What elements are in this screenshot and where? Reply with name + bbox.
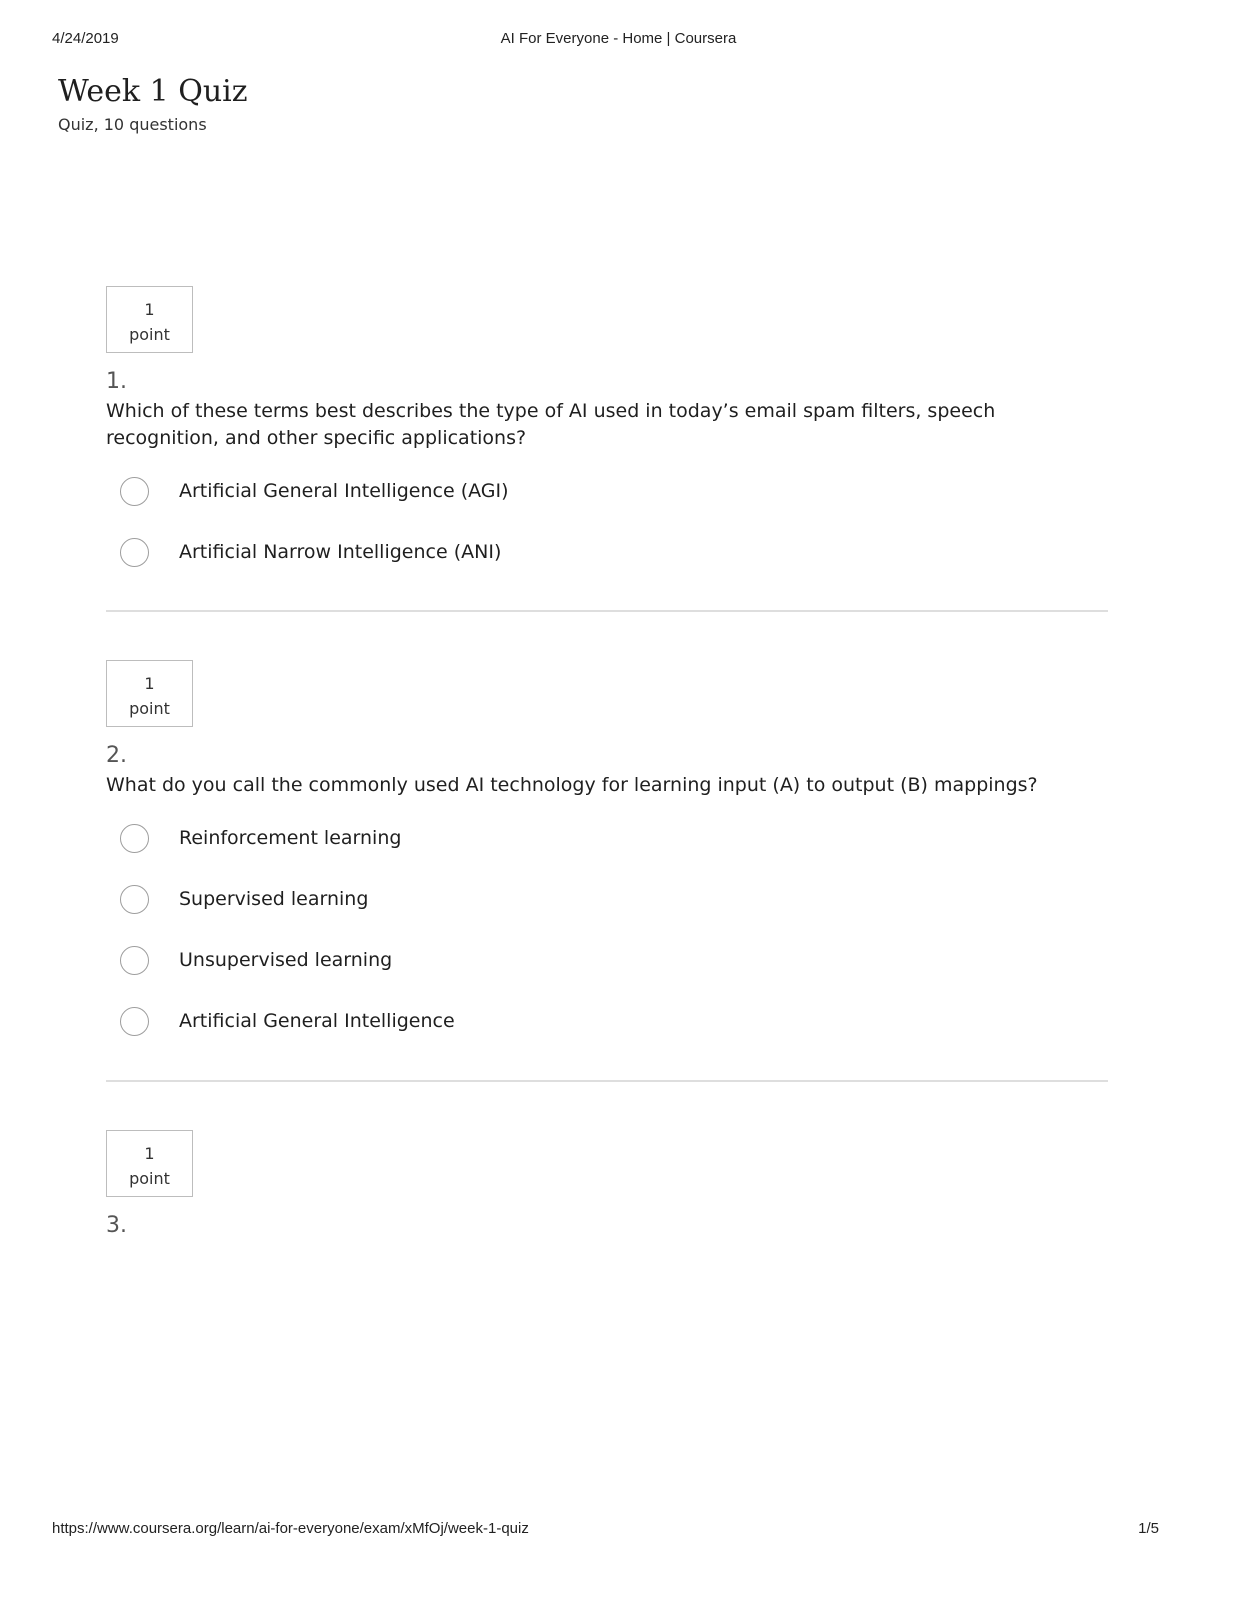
print-header	[52, 30, 1185, 50]
answer-options	[106, 824, 1108, 1068]
points-unit: point	[129, 699, 170, 718]
option-label: Artificial General Intelligence	[179, 1010, 455, 1032]
question-divider	[106, 610, 1108, 612]
print-url: https://www.coursera.org/learn/ai-for-everyone/exam/xMfOj/week-1-quiz	[52, 1520, 529, 1537]
option-label: Reinforcement learning	[179, 827, 402, 849]
radio-button[interactable]	[120, 824, 149, 853]
answer-options	[106, 477, 1108, 599]
print-date: 4/24/2019	[52, 30, 119, 47]
points-value: 1	[144, 674, 155, 693]
radio-button[interactable]	[120, 946, 149, 975]
question-divider	[106, 1080, 1108, 1082]
option-label: Artificial Narrow Intelligence (ANI)	[179, 541, 502, 563]
option-label: Artificial General Intelligence (AGI)	[179, 480, 509, 502]
radio-button[interactable]	[120, 885, 149, 914]
print-footer	[52, 1520, 1159, 1540]
option-label: Supervised learning	[179, 888, 369, 910]
option-reinforcement-learning[interactable]	[106, 824, 1108, 885]
points-badge	[106, 286, 193, 353]
points-badge	[106, 660, 193, 727]
option-artificial-general-intelligence[interactable]	[106, 1007, 1108, 1068]
question-number: 3.	[106, 1213, 127, 1238]
points-unit: point	[129, 325, 170, 344]
question-text: What do you call the commonly used AI technology for learning input (A) to output (B) mappings?	[106, 774, 1038, 796]
points-unit: point	[129, 1169, 170, 1188]
quiz-subtitle: Quiz, 10 questions	[58, 115, 207, 134]
question-3	[106, 1130, 1108, 1241]
question-number: 1.	[106, 369, 127, 394]
option-agi[interactable]	[106, 477, 1108, 538]
question-2	[106, 660, 1108, 1068]
question-1	[106, 286, 1108, 599]
option-label: Unsupervised learning	[179, 949, 393, 971]
radio-button[interactable]	[120, 1007, 149, 1036]
points-value: 1	[144, 1144, 155, 1163]
quiz-title: Week 1 Quiz	[58, 74, 248, 109]
page-number: 1/5	[1138, 1520, 1159, 1537]
option-ani[interactable]	[106, 538, 1108, 599]
option-supervised-learning[interactable]	[106, 885, 1108, 946]
question-text: Which of these terms best describes the type of AI used in today’s email spam filters, speech recognition, and other specific applications?	[106, 400, 996, 449]
print-page-title: AI For Everyone - Home | Coursera	[500, 30, 737, 47]
points-value: 1	[144, 300, 155, 319]
question-number: 2.	[106, 743, 127, 768]
radio-button[interactable]	[120, 538, 149, 567]
radio-button[interactable]	[120, 477, 149, 506]
points-badge	[106, 1130, 193, 1197]
option-unsupervised-learning[interactable]	[106, 946, 1108, 1007]
